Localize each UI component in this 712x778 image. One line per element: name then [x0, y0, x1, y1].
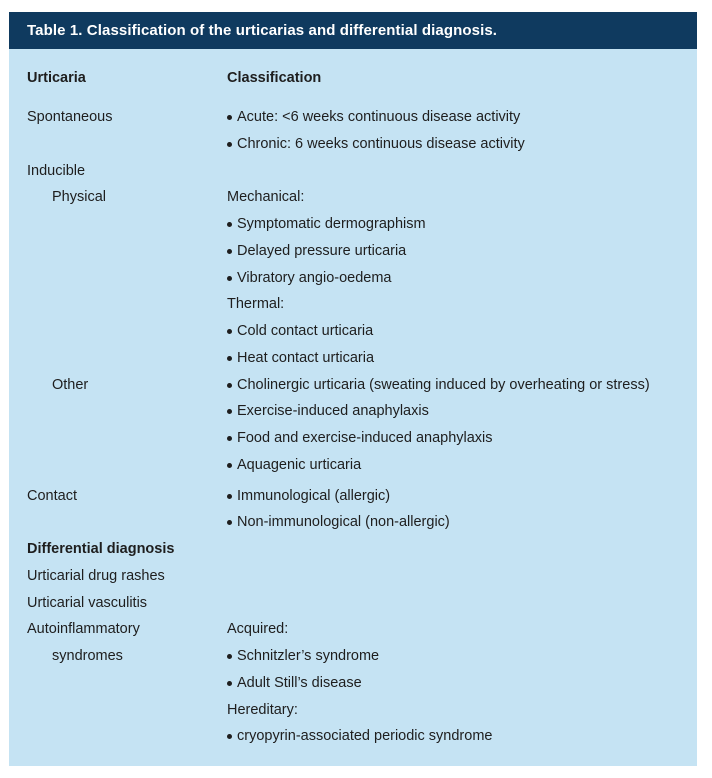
bullet-icon: [227, 681, 232, 686]
list-item: Aquagenic urticaria: [227, 456, 361, 474]
subheading-mechanical: Mechanical:: [227, 189, 305, 205]
bullet-icon: [227, 276, 232, 281]
list-item: Delayed pressure urticaria: [227, 242, 406, 260]
table-header-bar: [9, 12, 697, 49]
subheading-hereditary: Hereditary:: [227, 702, 298, 718]
row-label-autoinflammatory: Autoinflammatory: [27, 621, 140, 637]
list-item: Immunological (allergic): [227, 487, 390, 505]
bullet-icon: [227, 436, 232, 441]
bullet-icon: [227, 249, 232, 254]
bullet-icon: [227, 222, 232, 227]
list-item: Cholinergic urticaria (sweating induced by overheating or stress): [227, 376, 650, 394]
row-label-physical: Physical: [52, 189, 106, 205]
bullet-icon: [227, 654, 232, 659]
list-item: Food and exercise-induced anaphylaxis: [227, 429, 493, 447]
list-item: Exercise-induced anaphylaxis: [227, 402, 429, 420]
list-item: Non-immunological (non-allergic): [227, 513, 450, 531]
row-label-syndromes: syndromes: [52, 648, 123, 664]
subheading-acquired: Acquired:: [227, 621, 289, 637]
table-title: Table 1. Classification of the urticarias and differential diagnosis.: [27, 22, 498, 39]
list-item: Adult Still’s disease: [227, 674, 362, 692]
bullet-icon: [227, 115, 232, 120]
row-label-spontaneous: Spontaneous: [27, 109, 113, 125]
bullet-icon: [227, 734, 232, 739]
list-item: Chronic: 6 weeks continuous disease activity: [227, 135, 525, 153]
list-item: Schnitzler’s syndrome: [227, 647, 379, 665]
list-item: Heat contact urticaria: [227, 349, 374, 367]
list-item: Acute: <6 weeks continuous disease activity: [227, 108, 520, 126]
bullet-icon: [227, 329, 232, 334]
bullet-icon: [227, 383, 232, 388]
row-label-drug-rashes: Urticarial drug rashes: [27, 568, 165, 584]
list-item: cryopyrin-associated periodic syndrome: [227, 727, 492, 745]
bullet-icon: [227, 520, 232, 525]
column-header-urticaria: Urticaria: [27, 70, 86, 86]
bullet-icon: [227, 356, 232, 361]
subheading-thermal: Thermal:: [227, 296, 285, 312]
bullet-icon: [227, 142, 232, 147]
column-header-classification: Classification: [227, 70, 322, 86]
section-heading-differential: Differential diagnosis: [27, 541, 175, 557]
row-label-other: Other: [52, 377, 89, 393]
list-item: Vibratory angio-oedema: [227, 269, 392, 287]
bullet-icon: [227, 409, 232, 414]
classification-table: [9, 12, 697, 766]
list-item: Symptomatic dermographism: [227, 215, 426, 233]
row-label-vasculitis: Urticarial vasculitis: [27, 595, 148, 611]
list-item: Cold contact urticaria: [227, 322, 373, 340]
row-label-contact: Contact: [27, 488, 77, 504]
row-label-inducible: Inducible: [27, 163, 86, 179]
bullet-icon: [227, 494, 232, 499]
bullet-icon: [227, 463, 232, 468]
